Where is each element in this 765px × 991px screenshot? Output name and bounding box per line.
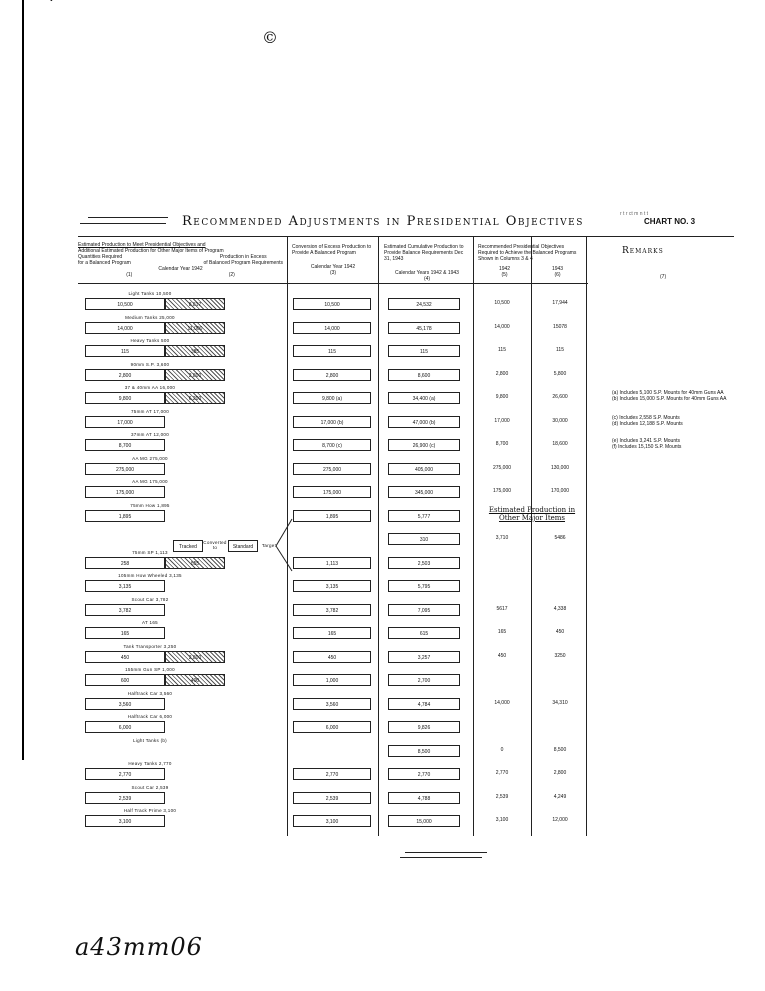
- scan-mark: ©: [262, 28, 278, 47]
- scan-corner-mark: [50, 0, 86, 1]
- qty-box: 17,000: [85, 416, 165, 428]
- objective-1942: 2,800: [495, 371, 509, 377]
- conversion-box: 3,782: [293, 604, 371, 616]
- scan-edge: [22, 0, 24, 760]
- objective-1942: 165: [497, 629, 507, 635]
- excess-box: 385: [165, 345, 225, 357]
- remark-a: (a) Includes 5,100 S.P. Mounts for 40mm Guns AA: [612, 390, 724, 396]
- cumulative-box: 405,000: [388, 463, 460, 475]
- title-rule-upper: [88, 217, 168, 218]
- excess-box: 6,200: [165, 392, 225, 404]
- objective-1943: 12,000: [552, 817, 568, 823]
- cumulative-box: 5,777: [388, 510, 460, 522]
- divider-col5: [531, 236, 532, 836]
- qty-box: 6,000: [85, 721, 165, 733]
- col1-sub-left2: for a Balanced Program: [78, 260, 131, 266]
- excess-box: 400: [165, 674, 225, 686]
- divider-col3: [378, 236, 379, 836]
- cumulative-box: 615: [388, 627, 460, 639]
- divider-col6: [586, 236, 587, 836]
- chart-number: CHART NO. 3: [644, 217, 696, 226]
- flow-tracked: Tracked: [173, 540, 203, 552]
- col1-header: [78, 242, 283, 278]
- chart-title: Recommended Adjustments in Presidential Objectives: [182, 214, 584, 229]
- cumulative-box: 5,795: [388, 580, 460, 592]
- qty-box: 2,770: [85, 768, 165, 780]
- col5-num1: (5): [501, 272, 508, 278]
- cumulative-box: 26,900 (c): [388, 439, 460, 451]
- objective-1942: 14,000: [494, 324, 510, 330]
- row-label: Half Track Prime 3,100: [123, 808, 177, 813]
- cumulative-box: 4,788: [388, 792, 460, 804]
- qty-box: 1,895: [85, 510, 165, 522]
- objective-1943: 34,310: [552, 700, 568, 706]
- objective-1943: 5,800: [553, 371, 567, 377]
- remark-b: (b) Includes 15,000 S.P. Mounts for 40mm Guns AA: [612, 396, 727, 402]
- objective-1943: 17,944: [552, 300, 568, 306]
- qty-box: 9,800: [85, 392, 165, 404]
- row-label: 105mm How Wheeled 3,135: [118, 573, 182, 578]
- conversion-box: 9,800 (a): [293, 392, 371, 404]
- flow-converted: Converted to: [203, 540, 227, 550]
- bottom-rule-lower: [400, 857, 482, 858]
- excess-box: 8,817: [165, 298, 225, 310]
- qty-box: 8,700: [85, 439, 165, 451]
- row-label: AA MG 275,000: [132, 456, 168, 461]
- conversion-box: 14,000: [293, 322, 371, 334]
- row-label: AT 165: [142, 620, 158, 625]
- col3-header: [292, 244, 374, 276]
- qty-box: 2,539: [85, 792, 165, 804]
- cumulative-box: 34,400 (a): [388, 392, 460, 404]
- col4-header: [384, 244, 470, 282]
- col3-head: Conversion of Excess Production to Provide A Balanced Program: [292, 244, 372, 256]
- cumulative-box: 2,700: [388, 674, 460, 686]
- objective-1942: 14,000: [494, 700, 510, 706]
- col1-line1: Estimated Production to Meet Presidential Objectives and: [78, 242, 206, 248]
- col1-sub-left1: Quantities Required: [78, 254, 123, 260]
- row-label: AA MG 175,000: [132, 479, 168, 484]
- qty-box: 115: [85, 345, 165, 357]
- col1-sub-right1: Production in Excess: [219, 254, 267, 260]
- row-label: Light Tanks 10,500: [128, 291, 172, 296]
- cumulative-box: 7,095: [388, 604, 460, 616]
- row-label: Scout Car 3,782: [131, 597, 169, 602]
- objective-1942: 0: [500, 747, 504, 753]
- row-label: Scout Car 2,539: [131, 785, 169, 790]
- objective-1942: 450: [497, 653, 507, 659]
- remarks-col-num: (7): [660, 274, 667, 280]
- row-label: Heavy Tanks 500: [130, 338, 170, 343]
- col1-line2: Additional Estimated Production for Other Major Items of Program: [78, 248, 224, 254]
- row-label: Light Tanks (b): [133, 738, 167, 743]
- excess-box: 2,800: [165, 369, 225, 381]
- conversion-box: 2,539: [293, 792, 371, 804]
- col5-year2: 1943: [551, 266, 564, 272]
- conversion-box: 10,500: [293, 298, 371, 310]
- col1-year: Calendar Year 1942: [158, 266, 203, 272]
- conversion-box: 3,560: [293, 698, 371, 710]
- conversion-box: 3,135: [293, 580, 371, 592]
- cumulative-box: 4,784: [388, 698, 460, 710]
- conversion-box: 2,770: [293, 768, 371, 780]
- cumulative-box: 15,000: [388, 815, 460, 827]
- flow-target: Target: [261, 543, 277, 548]
- qty-box: 3,135: [85, 580, 165, 592]
- objective-1943: 26,600: [552, 394, 568, 400]
- conversion-box: 1,113: [293, 557, 371, 569]
- header-bottom-rule: [78, 283, 588, 284]
- objective-1943: 4,338: [553, 606, 567, 612]
- objective-1942: 2,539: [495, 794, 509, 800]
- row-label: 37 & 40mm AA 16,000: [124, 385, 176, 390]
- table-top-rule: [78, 236, 734, 237]
- objective-1943: 18,600: [552, 441, 568, 447]
- col1-num-right: (2): [228, 272, 235, 278]
- cumulative-box: 115: [388, 345, 460, 357]
- objective-1942: 3,710: [495, 535, 509, 541]
- conversion-box: 450: [293, 651, 371, 663]
- col5-num2: (6): [554, 272, 561, 278]
- qty-box: 3,560: [85, 698, 165, 710]
- col1-num-left: (1): [126, 272, 133, 278]
- row-label: 75mm How 1,895: [130, 503, 170, 508]
- col4-head: Estimated Cumulative Production to Provide Balance Requirements Dec 31, 1943: [384, 244, 464, 262]
- qty-box: 258: [85, 557, 165, 569]
- cumulative-box: 8,500: [388, 745, 460, 757]
- qty-box: 10,500: [85, 298, 165, 310]
- remarks-header: Remarks: [622, 246, 664, 256]
- objective-1942: 2,770: [495, 770, 509, 776]
- row-label: Tank Transporter 3,250: [123, 644, 177, 649]
- objective-1943: 4,249: [553, 794, 567, 800]
- col3-year: Calendar Year 1942: [310, 264, 356, 270]
- row-label: Heavy Tanks 2,770: [128, 761, 172, 766]
- objective-1943: 3250: [554, 653, 566, 659]
- excess-box: 855: [165, 557, 225, 569]
- excess-box: 11,000: [165, 322, 225, 334]
- col5-year1: 1942: [498, 266, 511, 272]
- objective-1942: 8,700: [495, 441, 509, 447]
- conversion-box: 275,000: [293, 463, 371, 475]
- qty-box: 14,000: [85, 322, 165, 334]
- remark-d: (d) Includes 12,188 S.P. Mounts: [612, 421, 683, 427]
- objective-1943: 8,500: [553, 747, 567, 753]
- title-rule-lower: [80, 223, 166, 224]
- conversion-box: 1,000: [293, 674, 371, 686]
- qty-box: 450: [85, 651, 165, 663]
- flow-arrows: [276, 515, 296, 575]
- handwritten-note: a43mm06: [75, 933, 203, 961]
- remark-c: (c) Includes 2,558 S.P. Mounts: [612, 415, 680, 421]
- row-label: 37mm AT 12,000: [130, 432, 170, 437]
- cumulative-box: 47,000 (b): [388, 416, 460, 428]
- cumulative-box: 3,257: [388, 651, 460, 663]
- conversion-box: 1,895: [293, 510, 371, 522]
- qty-box: 175,000: [85, 486, 165, 498]
- conversion-box: 165: [293, 627, 371, 639]
- objective-1943: 115: [556, 347, 564, 353]
- qty-box: 165: [85, 627, 165, 639]
- flow-standard: Standard: [228, 540, 258, 552]
- cumulative-box: 8,600: [388, 369, 460, 381]
- objective-1942: 275,000: [492, 465, 512, 471]
- row-label: 75mm SP 1,113: [132, 550, 168, 555]
- cumulative-box: 2,770: [388, 768, 460, 780]
- objective-1943: 130,000: [550, 465, 570, 471]
- row-label: 90mm S.P. 3,600: [130, 362, 170, 367]
- qty-box: 600: [85, 674, 165, 686]
- objective-1942: 9,800: [495, 394, 509, 400]
- row-label: 75mm AT 17,000: [130, 409, 170, 414]
- cumulative-box: 45,178: [388, 322, 460, 334]
- conversion-box: 115: [293, 345, 371, 357]
- objective-1942: 115: [498, 347, 506, 353]
- qty-box: 3,782: [85, 604, 165, 616]
- conversion-box: 175,000: [293, 486, 371, 498]
- col1-sub-right2: of Balanced Program Requirements: [203, 260, 283, 266]
- conversion-box: 6,000: [293, 721, 371, 733]
- conversion-box: 8,700 (c): [293, 439, 371, 451]
- remark-e: (e) Includes 3,241 S.P. Mounts: [612, 438, 681, 444]
- col4-num: (4): [423, 276, 431, 282]
- cumulative-box: 345,000: [388, 486, 460, 498]
- cumulative-box: 2,503: [388, 557, 460, 569]
- row-label: 155mm Gun SP 1,000: [125, 667, 175, 672]
- objective-1942: 3,100: [495, 817, 509, 823]
- cumulative-box: 24,532: [388, 298, 460, 310]
- estimated-other-header: Estimated Production in Other Major Items: [488, 506, 576, 522]
- excess-box: 2,800: [165, 651, 225, 663]
- objective-1943: 170,000: [550, 488, 570, 494]
- conversion-box: 3,100: [293, 815, 371, 827]
- remark-f: (f) Includes 15,150 S.P. Mounts: [612, 444, 682, 450]
- objective-1942: 10,500: [494, 300, 510, 306]
- objective-1942: 175,000: [492, 488, 512, 494]
- conversion-box: 17,000 (b): [293, 416, 371, 428]
- objective-1943: 5486: [554, 535, 566, 541]
- qty-box: 3,100: [85, 815, 165, 827]
- col5-head: Recommended Presidential Objectives Required to Achieve the Balanced Programs Shown in Columns 3 & 4: [478, 244, 577, 262]
- objective-1943: 450: [555, 629, 565, 635]
- row-label: Halftrack Car 6,000: [127, 714, 173, 719]
- chart-reference: r t r ct m n t t: [620, 211, 649, 217]
- objective-1943: 2,800: [553, 770, 567, 776]
- objective-1943: 15078: [553, 324, 567, 330]
- qty-box: 275,000: [85, 463, 165, 475]
- row-label: Halftrack Car 3,560: [127, 691, 173, 696]
- conversion-box: 2,800: [293, 369, 371, 381]
- objective-1942: 5617: [496, 606, 508, 612]
- col4-year: Calendar Years 1942 & 1943: [395, 270, 459, 276]
- bottom-rule-upper: [405, 852, 487, 853]
- col3-num: (3): [329, 270, 337, 276]
- cumulative-box: 310: [388, 533, 460, 545]
- row-label: Medium Tanks 25,000: [125, 315, 175, 320]
- col5-header: [478, 244, 584, 278]
- objective-1943: 30,000: [552, 418, 568, 424]
- divider-col4: [473, 236, 474, 836]
- cumulative-box: 9,826: [388, 721, 460, 733]
- objective-1942: 17,000: [494, 418, 510, 424]
- qty-box: 2,800: [85, 369, 165, 381]
